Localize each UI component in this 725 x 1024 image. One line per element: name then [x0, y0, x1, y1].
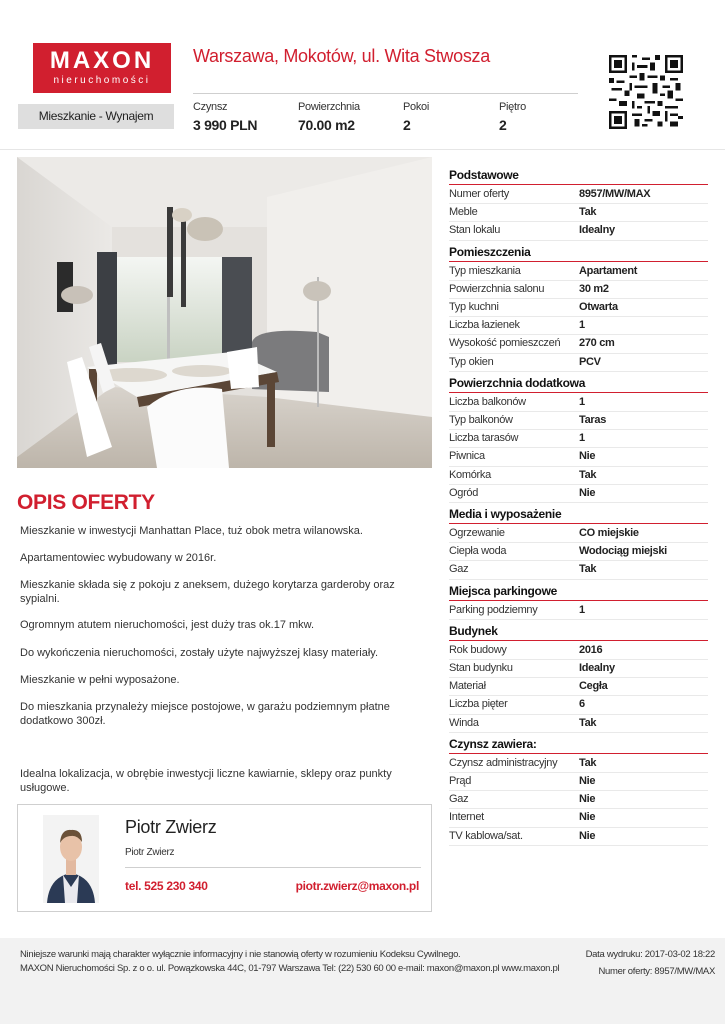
- detail-label: Stan budynku: [449, 662, 513, 675]
- detail-row: [449, 602, 708, 620]
- detail-value: Nie: [579, 811, 596, 824]
- offer-paragraph: Do mieszkania przynależy miejsce postojowe, w garażu podziemnym płatne dodatkowo 300zł.: [20, 701, 390, 727]
- detail-label: Ogród: [449, 486, 479, 499]
- detail-row: [449, 354, 708, 372]
- detail-label: Meble: [449, 206, 478, 219]
- section-title: Miejsca parkingowe: [449, 584, 708, 601]
- footer-company-info: MAXON Nieruchomości Sp. z o o. ul. Powązkowska 44C, 01-797 Warszawa Tel: (22) 530 60 00 e-mail: maxon@maxon.pl www.maxon.pl: [20, 963, 560, 974]
- stat-label: Piętro: [499, 101, 526, 113]
- offer-paragraph: Idealna lokalizacja, w obrębie inwestycji liczne kawiarnie, sklepy oraz punkty usługowe.: [20, 768, 392, 794]
- detail-label: Rok budowy: [449, 643, 507, 656]
- detail-label: Czynsz administracyjny: [449, 756, 558, 769]
- detail-label: Powierzchnia salonu: [449, 282, 545, 295]
- agent-card: [17, 804, 432, 912]
- agent-avatar: [43, 815, 99, 903]
- logo-brand: MAXON: [49, 47, 155, 74]
- detail-label: Numer oferty: [449, 188, 509, 200]
- detail-row: [449, 791, 708, 809]
- detail-row: [449, 525, 708, 543]
- detail-label: Typ balkonów: [449, 414, 513, 427]
- detail-label: Ciepła woda: [449, 545, 507, 558]
- details-section: [449, 168, 708, 241]
- detail-row: [449, 561, 708, 579]
- detail-label: Typ mieszkania: [449, 264, 521, 277]
- logo-subtitle: nieruchomości: [53, 75, 151, 86]
- details-section: [449, 737, 708, 846]
- offer-paragraph: Mieszkanie w pełni wyposażone.: [20, 674, 180, 686]
- detail-value: 6: [579, 698, 585, 711]
- detail-value: Nie: [579, 486, 596, 499]
- property-photo[interactable]: [17, 157, 432, 468]
- detail-row: [449, 755, 708, 773]
- detail-row: [449, 394, 708, 412]
- detail-label: Liczba balkonów: [449, 395, 526, 408]
- detail-value: 1: [579, 432, 585, 445]
- detail-label: Komórka: [449, 468, 491, 481]
- detail-value: 30 m2: [579, 282, 609, 295]
- stat-rent: [193, 101, 257, 133]
- detail-value: Wodociąg miejski: [579, 545, 667, 558]
- section-title: Budynek: [449, 624, 708, 641]
- detail-value: Taras: [579, 414, 607, 427]
- detail-row: [449, 412, 708, 430]
- details-section: [449, 507, 708, 580]
- detail-row: [449, 186, 708, 204]
- detail-value: 1: [579, 319, 585, 332]
- detail-label: Prąd: [449, 775, 472, 788]
- detail-row: [449, 660, 708, 678]
- section-title: Pomieszczenia: [449, 245, 708, 262]
- detail-label: Winda: [449, 716, 479, 729]
- section-title: Powierzchnia dodatkowa: [449, 376, 708, 393]
- detail-value: 1: [579, 395, 585, 408]
- agent-name: Piotr Zwierz: [125, 817, 217, 837]
- detail-value: 270 cm: [579, 337, 615, 350]
- detail-value: CO miejskie: [579, 527, 639, 540]
- details-section: [449, 376, 708, 503]
- detail-label: Ogrzewanie: [449, 527, 505, 540]
- apartment-photo-image: [17, 157, 432, 468]
- detail-label: Liczba łazienek: [449, 319, 520, 332]
- section-title: Podstawowe: [449, 168, 708, 185]
- section-title: Media i wyposażenie: [449, 507, 708, 524]
- detail-label: Parking podziemny: [449, 603, 538, 616]
- detail-row: [449, 467, 708, 485]
- offer-paragraph: Mieszkanie składa się z pokoju z aneksem, dużego korytarza garderoby oraz sypialni.: [20, 579, 395, 605]
- detail-row: [449, 281, 708, 299]
- detail-row: [449, 543, 708, 561]
- detail-row: [449, 335, 708, 353]
- address-divider: [193, 93, 578, 94]
- detail-row: [449, 715, 708, 733]
- stat-value: 70.00 m2: [298, 117, 355, 133]
- detail-row: [449, 317, 708, 335]
- listing-type: Mieszkanie - Wynajem: [18, 104, 174, 129]
- detail-row: [449, 678, 708, 696]
- agent-phone-link[interactable]: tel. 525 230 340: [125, 879, 208, 893]
- property-details: [449, 168, 708, 850]
- page-header: [0, 0, 725, 150]
- detail-label: Gaz: [449, 793, 469, 806]
- details-section: [449, 624, 708, 733]
- detail-value: Nie: [579, 450, 596, 463]
- agent-portrait-image: [43, 815, 99, 903]
- stat-label: Powierzchnia: [298, 101, 360, 113]
- details-section: [449, 245, 708, 372]
- detail-row: [449, 430, 708, 448]
- detail-value: Cegła: [579, 680, 608, 693]
- detail-value: Idealny: [579, 662, 615, 675]
- detail-label: Internet: [449, 811, 484, 824]
- detail-label: TV kablowa/sat.: [449, 829, 523, 842]
- detail-row: [449, 485, 708, 503]
- detail-value: PCV: [579, 355, 601, 368]
- stat-label: Pokoi: [403, 101, 430, 113]
- detail-value: Tak: [579, 716, 597, 729]
- detail-value: Nie: [579, 775, 596, 788]
- stat-value: 2: [499, 117, 507, 133]
- detail-row: [449, 263, 708, 281]
- agent-email-link[interactable]: piotr.zwierz@maxon.pl: [295, 879, 419, 893]
- stat-area: [298, 101, 360, 133]
- detail-row: [449, 448, 708, 466]
- detail-label: Gaz: [449, 563, 469, 576]
- detail-label: Wysokość pomieszczeń: [449, 337, 561, 350]
- section-title: Czynsz zawiera:: [449, 737, 708, 754]
- detail-label: Typ kuchni: [449, 301, 499, 314]
- detail-row: [449, 773, 708, 791]
- detail-value: 8957/MW/MAX: [579, 188, 651, 200]
- footer-disclaimer: Niniejsze warunki mają charakter wyłącznie informacyjny i nie stanowią oferty w rozumieniu Kodeksu Cywilnego.: [20, 949, 461, 960]
- detail-value: Apartament: [579, 264, 638, 277]
- detail-row: [449, 696, 708, 714]
- qr-code-icon[interactable]: [609, 55, 683, 129]
- detail-value: Tak: [579, 756, 597, 769]
- property-address: Warszawa, Mokotów, ul. Wita Stwosza: [193, 46, 490, 66]
- stat-floor: [499, 101, 526, 133]
- detail-value: Otwarta: [579, 301, 618, 314]
- stat-value: 2: [403, 117, 411, 133]
- offer-paragraph: Mieszkanie w inwestycji Manhattan Place, tuż obok metra wilanowska.: [20, 525, 363, 537]
- detail-value: Nie: [579, 829, 596, 842]
- stat-label: Czynsz: [193, 101, 228, 113]
- offer-paragraph: Apartamentowiec wybudowany w 2016r.: [20, 552, 217, 564]
- detail-row: [449, 809, 708, 827]
- detail-label: Stan lokalu: [449, 224, 501, 237]
- stat-value: 3 990 PLN: [193, 117, 258, 133]
- page-footer: [0, 938, 725, 1024]
- maxon-logo[interactable]: [33, 43, 171, 93]
- detail-value: 2016: [579, 643, 603, 656]
- detail-value: 1: [579, 603, 585, 616]
- detail-value: Tak: [579, 468, 597, 481]
- agent-subtitle: Piotr Zwierz: [125, 847, 175, 858]
- offer-paragraph: Do wykończenia nieruchomości, zostały użyte najwyższej klasy materiały.: [20, 647, 379, 659]
- detail-value: Tak: [579, 563, 597, 576]
- detail-row: [449, 828, 708, 846]
- detail-value: Nie: [579, 793, 596, 806]
- detail-value: Tak: [579, 206, 597, 219]
- detail-label: Liczba pięter: [449, 698, 508, 711]
- agent-divider: [125, 867, 421, 868]
- detail-row: [449, 642, 708, 660]
- detail-label: Typ okien: [449, 355, 494, 368]
- offer-title: OPIS OFERTY: [17, 491, 155, 514]
- detail-label: Piwnica: [449, 450, 485, 463]
- detail-row: [449, 222, 708, 240]
- detail-label: Liczba tarasów: [449, 432, 519, 445]
- print-date: Data wydruku: 2017-03-02 18:22: [585, 949, 715, 960]
- detail-row: [449, 204, 708, 222]
- stat-rooms: [403, 101, 429, 133]
- offer-paragraph: Ogromnym atutem nieruchomości, jest duży tras ok.17 mkw.: [20, 619, 315, 631]
- detail-row: [449, 299, 708, 317]
- detail-value: Idealny: [579, 224, 615, 237]
- footer-offer-number: Numer oferty: 8957/MW/MAX: [598, 966, 715, 977]
- detail-label: Materiał: [449, 680, 486, 693]
- details-section: [449, 584, 708, 620]
